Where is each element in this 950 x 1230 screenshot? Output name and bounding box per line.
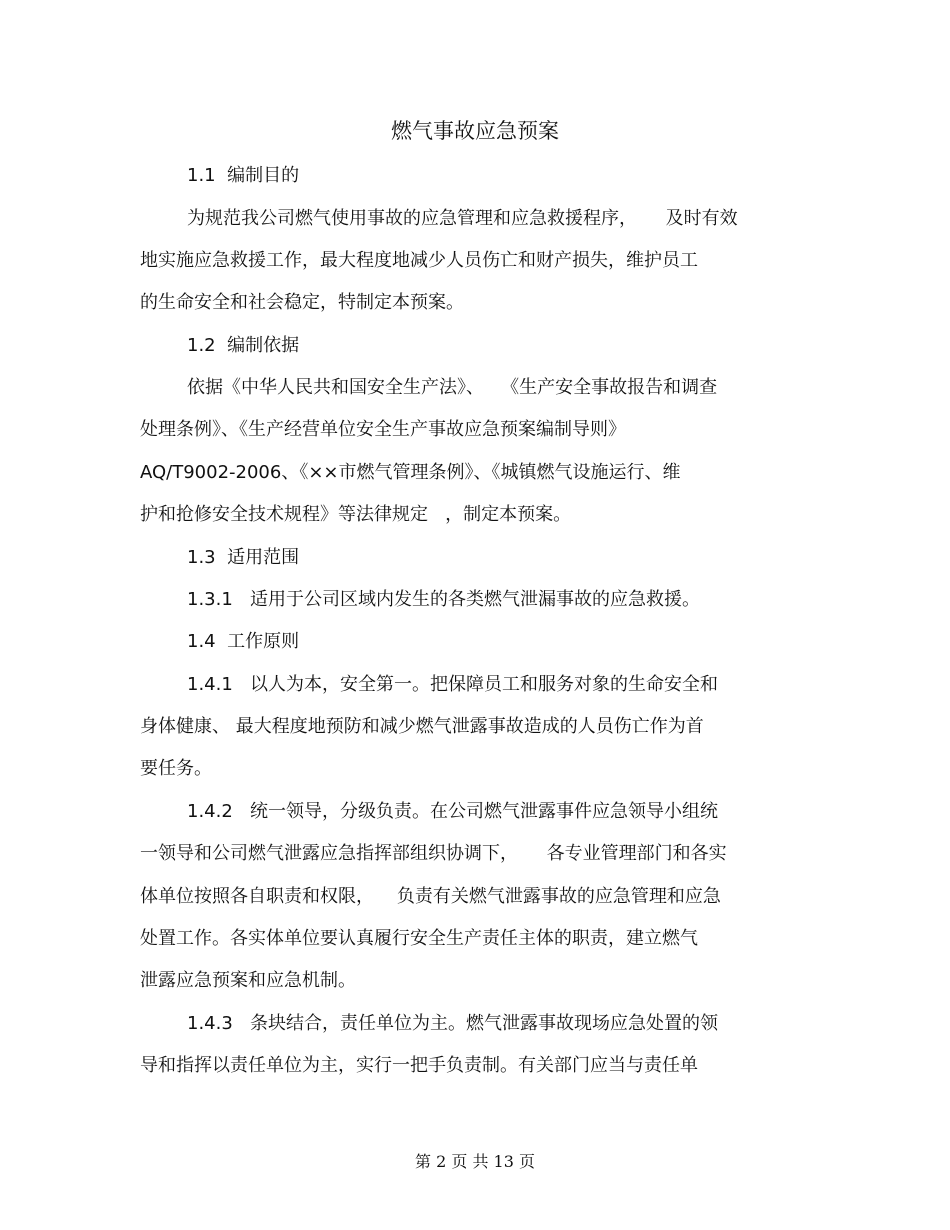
paragraph-line: 的生命安全和社会稳定，特制定本预案。 [140,292,464,313]
paragraph-line: 1.4.3 条块结合，责任单位为主。燃气泄露事故现场应急处置的领 [187,1013,718,1034]
document-title: 燃气事故应急预案 [391,119,559,143]
heading-1-2: 1.2 编制依据 [187,335,300,356]
paragraph-line: 1.3.1 适用于公司区域内发生的各类燃气泄漏事故的应急救援。 [187,589,700,610]
heading-1-1: 1.1 编制目的 [187,165,300,186]
paragraph-line: 处置工作。各实体单位要认真履行安全生产责任主体的职责，建立燃气 [140,928,698,949]
paragraph-line: 体单位按照各自职责和权限， 负责有关燃气泄露事故的应急管理和应急 [140,886,721,907]
paragraph-line: 1.4.1 以人为本，安全第一。把保障员工和服务对象的生命安全和 [187,674,718,695]
paragraph-line: 身体健康、 最大程度地预防和减少燃气泄露事故造成的人员伤亡作为首 [140,716,704,737]
paragraph-line: AQ/T9002-2006、《××市燃气管理条例》、《城镇燃气设施运行、维 [140,462,681,483]
paragraph-line: 一领导和公司燃气泄露应急指挥部组织协调下， 各专业管理部门和各实 [140,843,727,864]
paragraph-line: 护和抢修安全技术规程》等法律规定 ，制定本预案。 [140,504,572,525]
paragraph-line: 导和指挥以责任单位为主，实行一把手负责制。有关部门应当与责任单 [140,1055,698,1076]
page-footer: 第 2 页 共 13 页 [415,1152,535,1171]
paragraph-line: 泄露应急预案和应急机制。 [140,970,356,991]
paragraph-line: 依据《中华人民共和国安全生产法》、 《生产安全事故报告和调查 [187,377,718,398]
paragraph-line: 地实施应急救援工作，最大程度地减少人员伤亡和财产损失，维护员工 [140,250,698,271]
paragraph-line: 1.4.2 统一领导，分级负责。在公司燃气泄露事件应急领导小组统 [187,801,718,822]
paragraph-line: 要任务。 [140,758,212,779]
paragraph-line: 为规范我公司燃气使用事故的应急管理和应急救援程序， 及时有效 [187,208,738,229]
paragraph-line: 处理条例》、《生产经营单位安全生产事故应急预案编制导则》 [140,419,626,440]
heading-1-4: 1.4 工作原则 [187,631,300,652]
heading-1-3: 1.3 适用范围 [187,547,300,568]
